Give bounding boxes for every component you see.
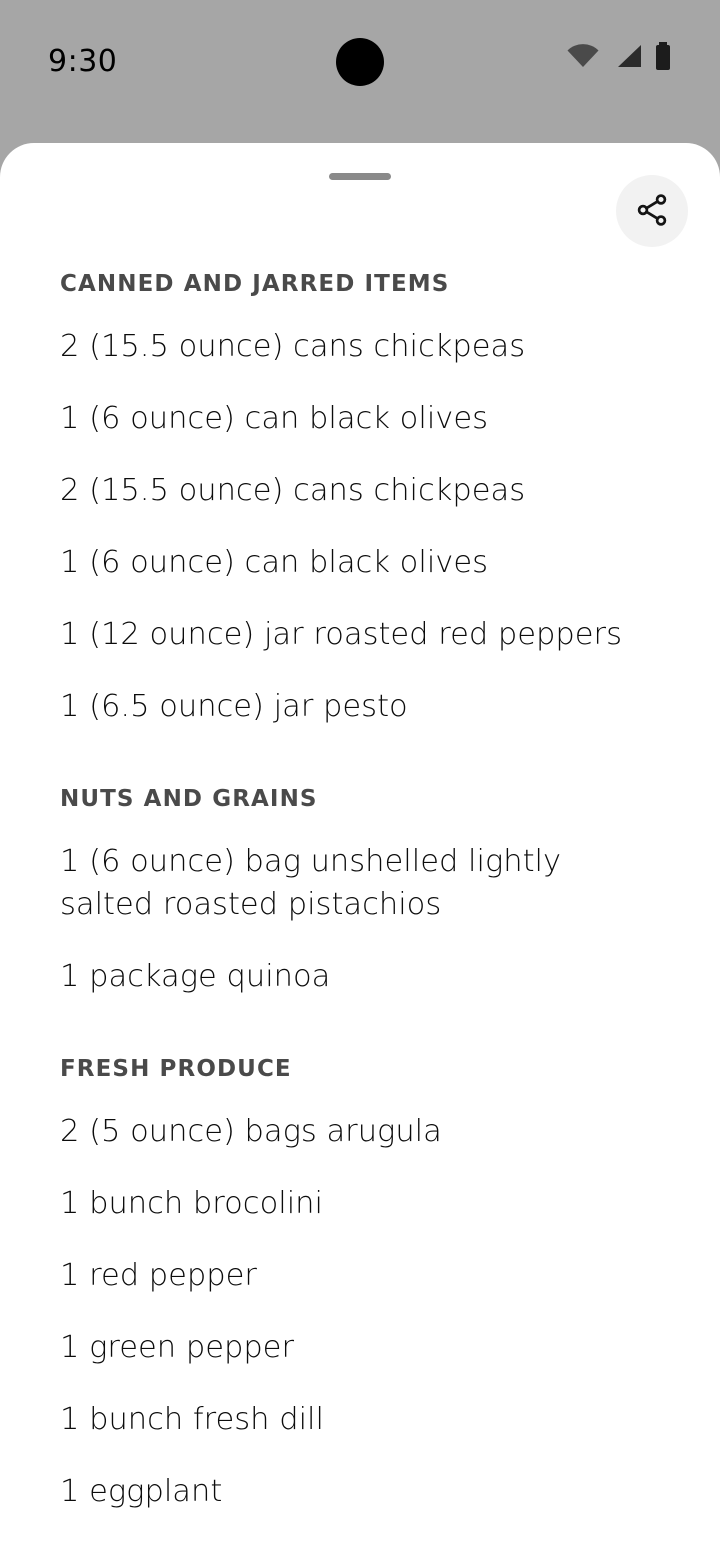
- list-item[interactable]: 1 green pepper: [60, 1329, 294, 1365]
- bottom-sheet: [0, 143, 720, 1560]
- drag-handle[interactable]: [329, 173, 391, 180]
- share-icon: [634, 192, 670, 231]
- status-bar-clock: 9:30: [48, 44, 118, 79]
- share-button[interactable]: [616, 175, 688, 247]
- list-item[interactable]: 1 (12 ounce) jar roasted red peppers: [60, 617, 622, 653]
- list-item[interactable]: 1 package quinoa: [60, 958, 331, 994]
- list-item[interactable]: 2 (15.5 ounce) cans chickpeas: [60, 473, 526, 509]
- shopping-list: [0, 243, 720, 1513]
- list-item[interactable]: 1 eggplant: [60, 1474, 223, 1510]
- front-camera-cutout: [336, 38, 384, 86]
- list-item[interactable]: 1 bunch brocolini: [60, 1185, 323, 1221]
- section-header-nuts-and-grains: NUTS AND GRAINS: [60, 786, 318, 813]
- status-bar-icons: [566, 42, 672, 70]
- list-item[interactable]: 1 (6 ounce) bag unshelled lightly salted roasted pistachios: [60, 844, 562, 922]
- section-header-canned-and-jarred-items: CANNED AND JARRED ITEMS: [60, 271, 450, 297]
- list-item[interactable]: 1 red pepper: [60, 1257, 257, 1293]
- list-item[interactable]: 1 (6 ounce) can black olives: [60, 401, 488, 437]
- list-item[interactable]: 1 bunch fresh dill: [60, 1402, 324, 1438]
- list-item[interactable]: 2 (15.5 ounce) cans chickpeas: [60, 329, 526, 364]
- list-item[interactable]: 1 (6 ounce) can black olives: [60, 545, 488, 581]
- list-item[interactable]: 1 (6.5 ounce) jar pesto: [60, 689, 408, 725]
- section-header-fresh-produce: FRESH PRODUCE: [60, 1055, 292, 1082]
- wifi-icon: [566, 43, 600, 69]
- cellular-signal-icon: [612, 43, 642, 69]
- list-item[interactable]: 2 (5 ounce) bags arugula: [60, 1113, 442, 1149]
- status-bar: [0, 0, 720, 128]
- battery-icon: [654, 42, 672, 70]
